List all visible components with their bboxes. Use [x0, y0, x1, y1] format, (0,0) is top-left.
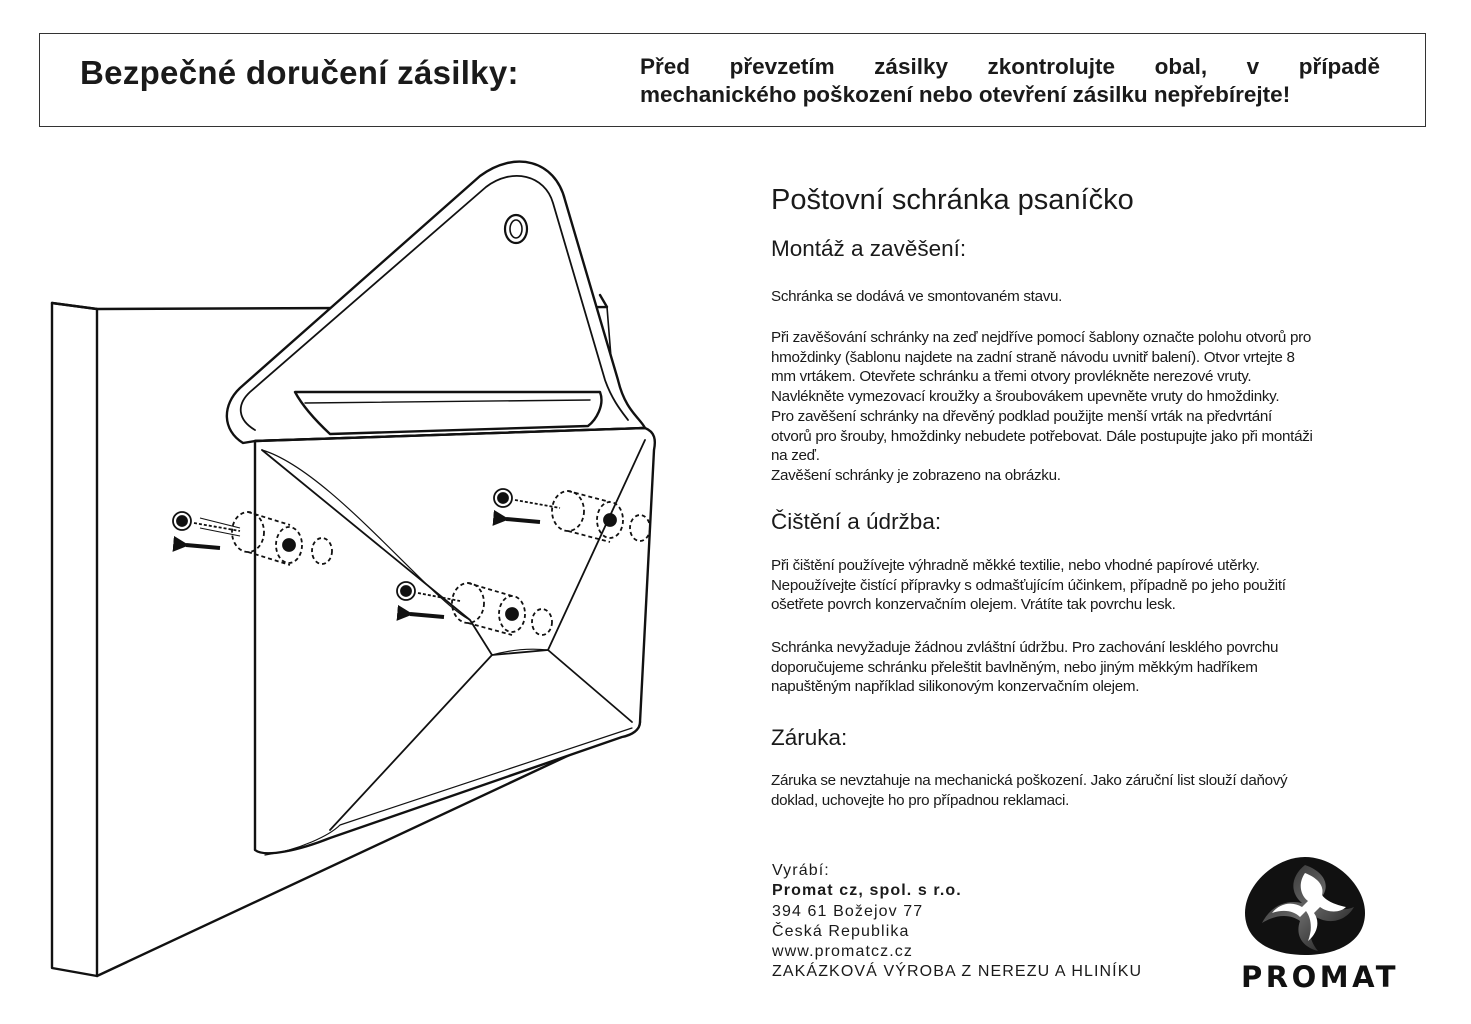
text-line: Schránka se dodává ve smontovaném stavu. [771, 288, 1063, 305]
text-line: na zeď. [771, 447, 820, 465]
banner-warning-line: Před převzetím zásilky zkontrolujte obal, v případě [640, 54, 1380, 79]
text-line: Schránka nevyžaduje žádnou zvláštní údržbu. Pro zachování lesklého povrchu [771, 639, 1279, 656]
wall-board [52, 303, 97, 976]
text-line: otvorů pro šrouby, hmoždinky nebudete potřebovat. Dále postupujte jako při montáži [771, 427, 1313, 445]
section-heading-mounting: Montáž a zavěšení: [771, 236, 967, 261]
text-line: doporučujeme schránku přeleštit bavlněným, nebo jiným měkkým hadříkem [771, 658, 1258, 676]
document-title: Poštovní schránka psaníčko [771, 184, 1134, 216]
text-line: Zavěšení schránky je zobrazeno na obrázku. [771, 466, 1061, 484]
banner-title: Bezpečné doručení zásilky: [80, 54, 519, 91]
manufacturer-country: Česká Republika [772, 922, 910, 940]
mounting-paragraph-1 [771, 287, 1414, 307]
text-line: Při zavěšování schránky na zeď nejdříve pomocí šablony označte polohu otvorů pro [771, 329, 1311, 346]
manufacturer-info [772, 861, 1142, 983]
text-line: Pro zavěšení schránky na dřevěný podklad použijte menší vrták na předvrtání [771, 407, 1272, 425]
text-line: doklad, uchovejte ho pro případnou reklamaci. [771, 791, 1070, 809]
mailbox-mounting-diagram [30, 150, 690, 990]
manufacturer-tagline: ZAKÁZKOVÁ VÝROBA Z NEREZU A HLINÍKU [772, 963, 1143, 981]
cleaning-paragraph-1 [771, 556, 1414, 615]
promat-triskelion-logo-icon [1240, 855, 1370, 955]
warranty-paragraph [771, 771, 1414, 810]
banner-warning-line: mechanického poškození nebo otevření zásilku nepřebírejte! [640, 82, 1291, 107]
logo-wordmark: PROMAT [1241, 960, 1400, 994]
manufacturer-label: Vyrábí: [772, 862, 830, 879]
text-line: Navlékněte vymezovací kroužky a šroubovákem upevněte vruty do hmoždinky. [771, 388, 1280, 406]
text-line: napuštěným například silikonovým konzervačním olejem. [771, 678, 1140, 696]
section-heading-warranty: Záruka: [771, 725, 848, 750]
manufacturer-address: 394 61 Božejov 77 [772, 902, 924, 920]
text-line: Při čištění používejte výhradně měkké textilie, nebo vhodné papírové utěrky. [771, 557, 1260, 574]
banner-warning [640, 53, 1380, 109]
text-line: ošetřete povrch konzervačním olejem. Vrátíte tak povrchu lesk. [771, 596, 1176, 614]
section-heading-cleaning: Čištění a údržba: [771, 509, 942, 534]
text-line: Nepoužívejte čistící přípravky s odmašťujícím účinkem, případně po jeho použití [771, 576, 1286, 594]
text-line: hmoždinky (šablonu najdete na zadní straně návodu uvnitř balení). Otvor vrtejte 8 [771, 348, 1295, 366]
cleaning-paragraph-2 [771, 638, 1414, 697]
manufacturer-company: Promat cz, spol. s r.o. [772, 882, 962, 900]
text-line: Záruka se nevztahuje na mechanická poškození. Jako záruční list slouží daňový [771, 772, 1288, 789]
manufacturer-web: www.promatcz.cz [772, 943, 913, 961]
text-line: mm vrtákem. Otevřete schránku a třemi otvory provlékněte nerezové vruty. [771, 368, 1252, 386]
mounting-paragraph-2 [771, 328, 1414, 486]
mailbox-body [255, 428, 655, 853]
delivery-notice-banner [39, 33, 1426, 127]
